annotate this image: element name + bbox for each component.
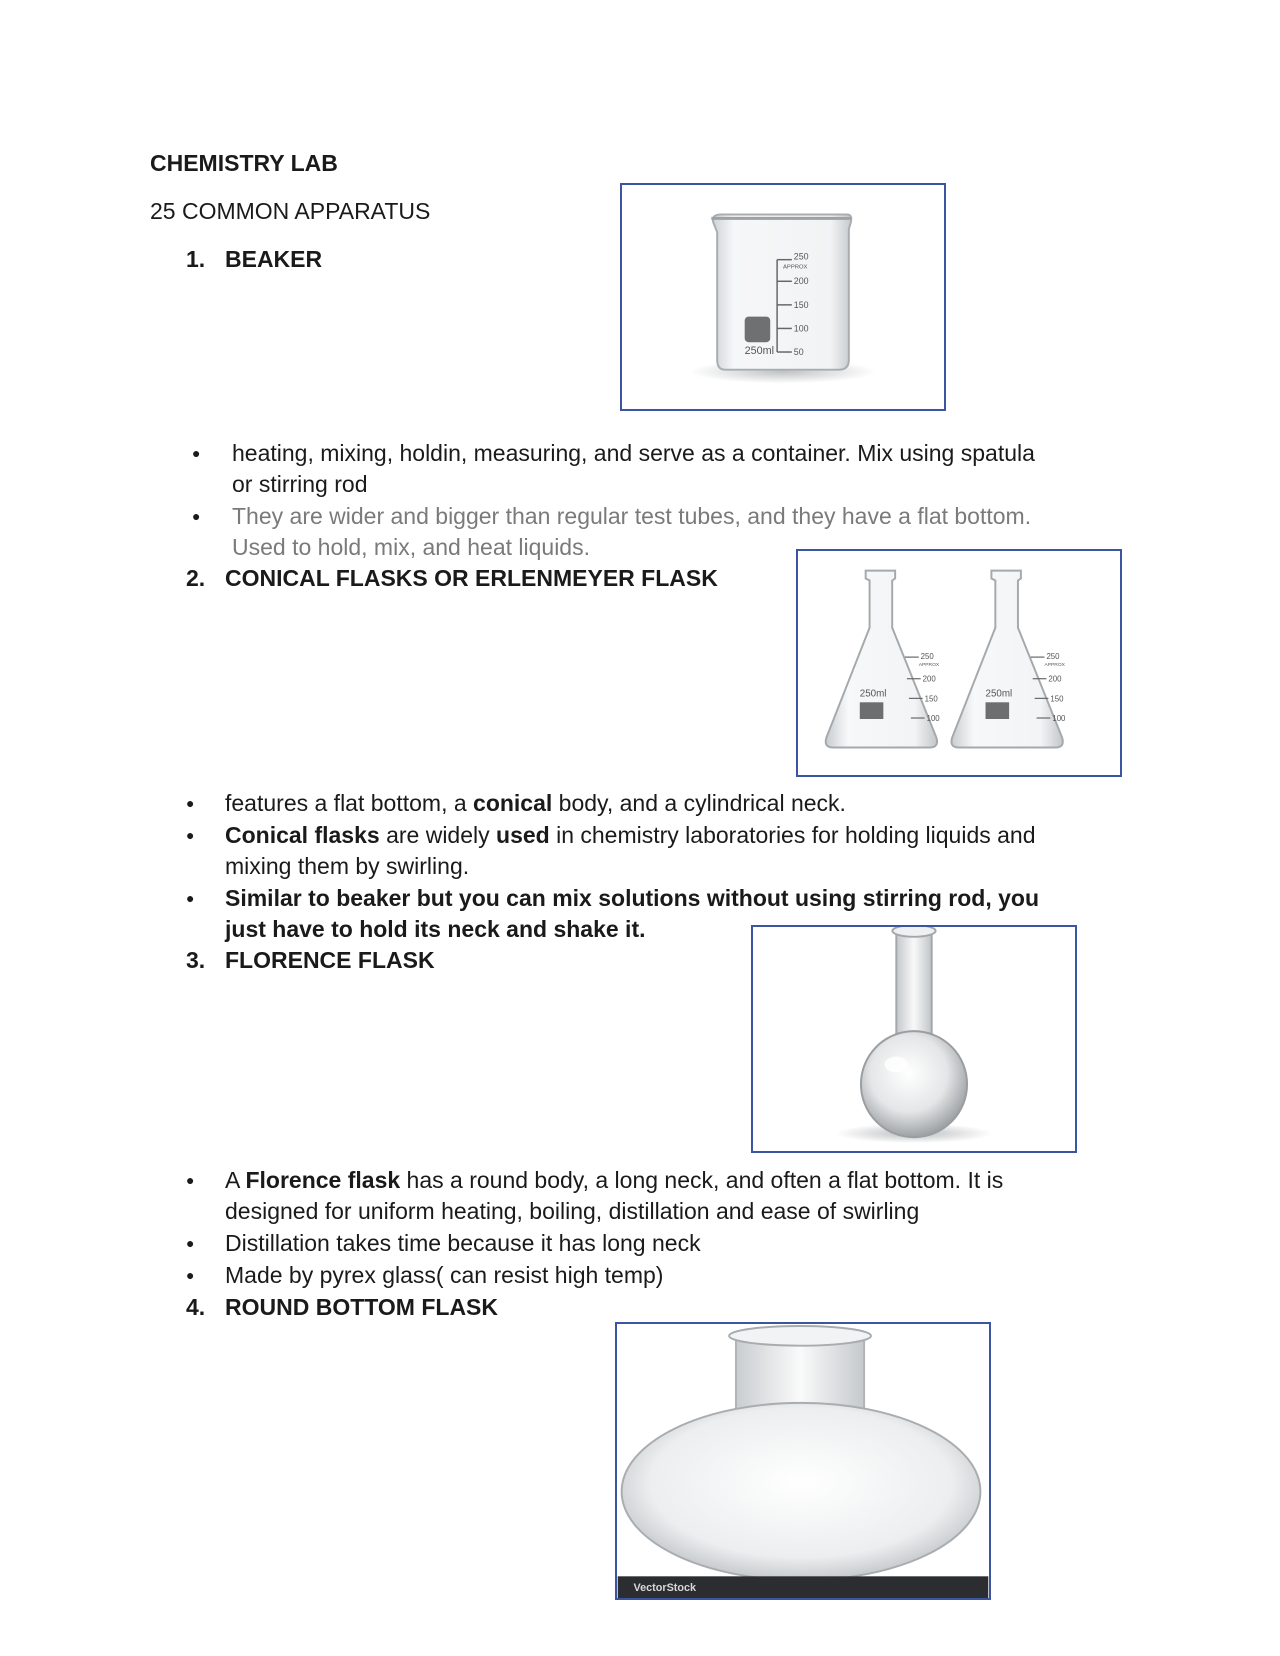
conical-flask-image bbox=[796, 549, 1122, 777]
flask-b-label-100: 100 bbox=[1052, 713, 1066, 723]
beaker-label-100: 100 bbox=[793, 323, 809, 334]
bullet-marker: ● bbox=[192, 445, 201, 461]
flask-b-label-150: 150 bbox=[1050, 694, 1064, 704]
beaker-label-50: 50 bbox=[793, 346, 804, 357]
beaker-image bbox=[620, 183, 946, 411]
section-number-2: 2. bbox=[186, 565, 206, 591]
conical-bullet-1: features a flat bottom, a conical body, and a cylindrical neck. bbox=[225, 790, 846, 816]
page-title: CHEMISTRY LAB bbox=[150, 150, 338, 176]
section-number-4: 4. bbox=[186, 1294, 206, 1320]
flask-b-label-approx: APPROX bbox=[1044, 662, 1065, 668]
section-title-round-bottom-flask: ROUND BOTTOM FLASK bbox=[225, 1294, 499, 1320]
flask-b-label-250ml: 250ml bbox=[985, 688, 1013, 700]
bullet-marker: ● bbox=[192, 508, 201, 524]
bullet-marker: ● bbox=[186, 1172, 195, 1188]
flask-b-label-200: 200 bbox=[1048, 674, 1062, 684]
beaker-label-200: 200 bbox=[793, 276, 809, 287]
beaker-icon bbox=[622, 185, 944, 409]
florence-bullet-3: Made by pyrex glass( can resist high temp) bbox=[225, 1262, 664, 1288]
beaker-bullet-1-line-2: or stirring rod bbox=[232, 471, 368, 497]
conical-bullet-2-line-1: Conical flasks are widely used in chemistry laboratories for holding liquids and bbox=[225, 822, 1036, 848]
flask-a-label-approx: APPROX bbox=[918, 662, 940, 668]
beaker-bullet-1-line-1: heating, mixing, holdin, measuring, and serve as a container. Mix using spatula bbox=[232, 440, 1035, 466]
flask-a-label-250ml: 250ml bbox=[859, 688, 887, 700]
page-subtitle: 25 COMMON APPARATUS bbox=[150, 198, 431, 224]
conical-bullet-2-line-2: mixing them by swirling. bbox=[225, 853, 470, 879]
erlenmeyer-flask-icon bbox=[798, 551, 1120, 775]
florence-flask-image bbox=[751, 925, 1077, 1153]
round-bottom-flask-icon bbox=[617, 1324, 989, 1598]
beaker-label-150: 150 bbox=[793, 299, 809, 310]
conical-bullet-3-line-1: Similar to beaker but you can mix solutions without using stirring rod, you bbox=[225, 885, 1040, 911]
florence-bullet-1-line-2: designed for uniform heating, boiling, distillation and ease of swirling bbox=[225, 1198, 920, 1224]
vectorstock-watermark: VectorStock bbox=[633, 1582, 697, 1595]
bullet-marker: ● bbox=[186, 795, 195, 811]
bullet-marker: ● bbox=[186, 827, 195, 843]
florence-flask-icon bbox=[753, 927, 1075, 1151]
beaker-label-250ml: 250ml bbox=[744, 344, 775, 357]
beaker-bullet-2-line-2: Used to hold, mix, and heat liquids. bbox=[232, 534, 590, 560]
section-title-beaker: BEAKER bbox=[225, 246, 323, 272]
section-title-florence-flask: FLORENCE FLASK bbox=[225, 947, 435, 973]
beaker-bullet-2-line-1: They are wider and bigger than regular test tubes, and they have a flat bottom. bbox=[232, 503, 1032, 529]
flask-a-label-200: 200 bbox=[922, 674, 936, 684]
section-number-1: 1. bbox=[186, 246, 206, 272]
florence-bullet-1-line-1: A Florence flask has a round body, a long neck, and often a flat bottom. It is bbox=[225, 1167, 1004, 1193]
round-bottom-flask-image bbox=[615, 1322, 991, 1600]
flask-a-label-100: 100 bbox=[926, 713, 940, 723]
flask-a-label-250: 250 bbox=[920, 652, 934, 662]
beaker-label-approx: APPROX bbox=[783, 264, 808, 271]
bullet-marker: ● bbox=[186, 1267, 195, 1283]
beaker-label-250: 250 bbox=[793, 251, 809, 262]
section-title-conical-flask: CONICAL FLASKS OR ERLENMEYER FLASK bbox=[225, 565, 718, 591]
flask-a-label-150: 150 bbox=[924, 694, 938, 704]
bullet-marker: ● bbox=[186, 890, 195, 906]
florence-bullet-2: Distillation takes time because it has long neck bbox=[225, 1230, 701, 1256]
flask-b-label-250: 250 bbox=[1046, 652, 1060, 662]
section-number-3: 3. bbox=[186, 947, 206, 973]
bullet-marker: ● bbox=[186, 1235, 195, 1251]
conical-bullet-3-line-2: just have to hold its neck and shake it. bbox=[225, 916, 646, 942]
